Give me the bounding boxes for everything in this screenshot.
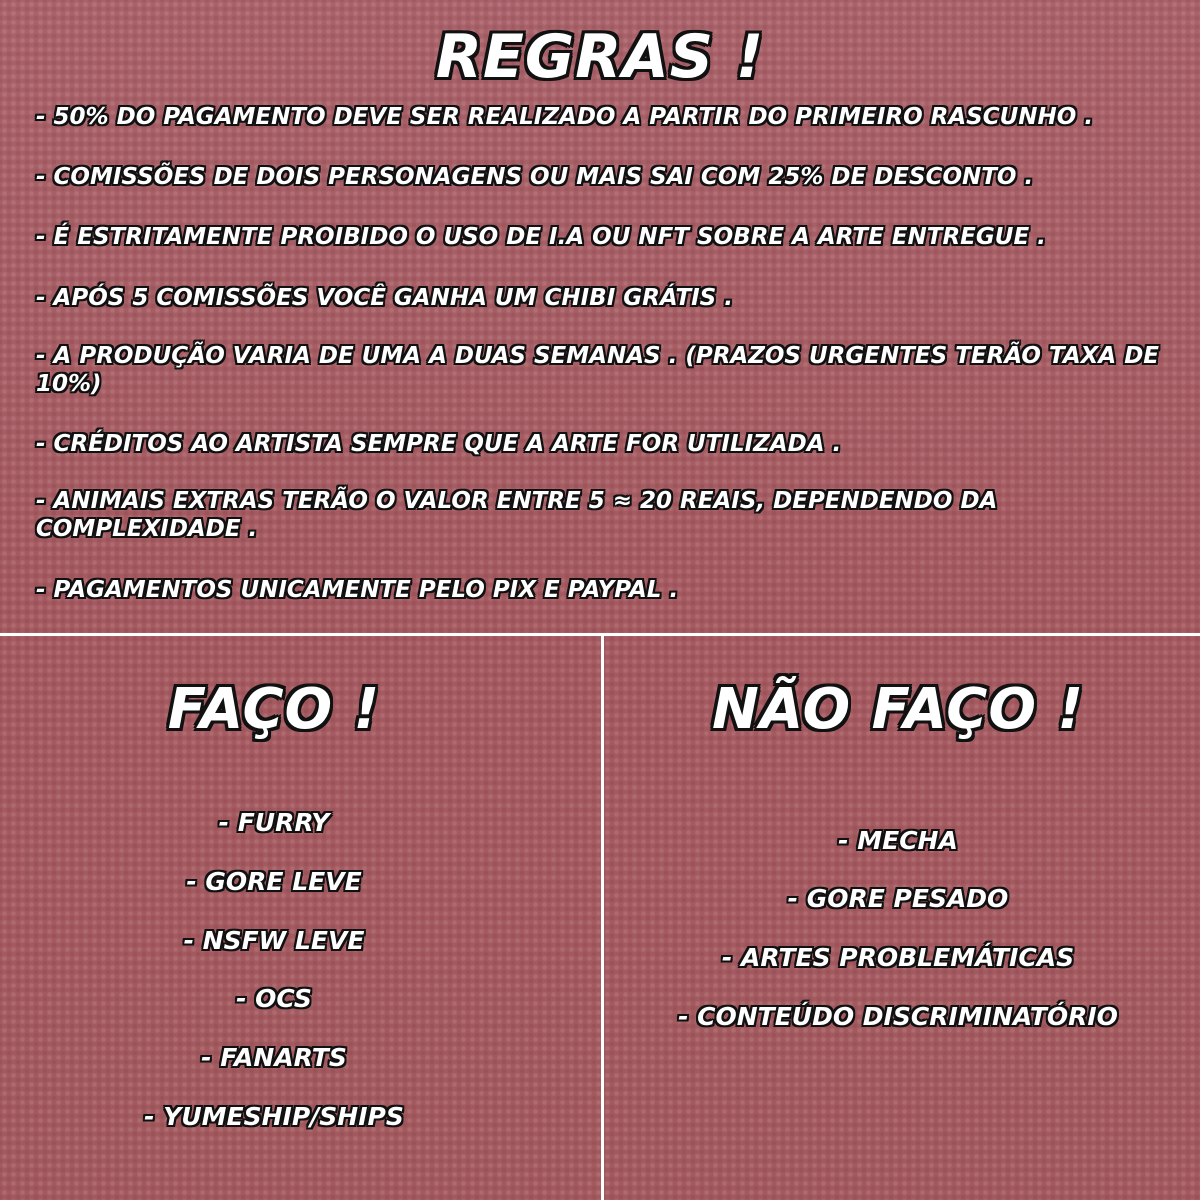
do-item: - FANARTS [201, 1043, 347, 1072]
dont-item: - GORE PESADO [787, 884, 1009, 913]
dont-item: - MECHA [838, 826, 958, 855]
do-item: - FURRY [218, 808, 330, 837]
rule-item: - CRÉDITOS AO ARTISTA SEMPRE QUE A ARTE FOR UTILIZADA . [36, 431, 842, 457]
rule-item: - A PRODUÇÃO VARIA DE UMA A DUAS SEMANAS . (PRAZOS URGENTES TERÃO TAXA DE 10%) [36, 343, 1160, 397]
rule-item: - COMISSÕES DE DOIS PERSONAGENS OU MAIS SAI COM 25% DE DESCONTO . [36, 164, 1034, 190]
dont-item: - CONTEÚDO DISCRIMINATÓRIO [678, 1002, 1118, 1031]
do-item: - NSFW LEVE [183, 926, 365, 955]
rule-item: - PAGAMENTOS UNICAMENTE PELO PIX E PAYPAL . [36, 577, 679, 603]
rule-item: - APÓS 5 COMISSÕES VOCÊ GANHA UM CHIBI GRÁTIS . [36, 285, 733, 311]
do-item: - YUMESHIP/SHIPS [144, 1102, 404, 1131]
dont-item: - ARTES PROBLEMÁTICAS [721, 943, 1075, 972]
dont-title: NÃO FAÇO ! [712, 677, 1084, 742]
page-title: REGRAS ! [435, 22, 765, 92]
do-item: - GORE LEVE [186, 867, 362, 896]
do-title: FAÇO ! [167, 677, 381, 742]
do-item: - OCS [236, 984, 312, 1013]
horizontal-divider [0, 633, 1200, 636]
rule-item: - 50% DO PAGAMENTO DEVE SER REALIZADO A PARTIR DO PRIMEIRO RASCUNHO . [36, 104, 1094, 130]
rule-item: - ANIMAIS EXTRAS TERÃO O VALOR ENTRE 5 ≈ 20 REAIS, DEPENDENDO DA COMPLEXIDADE . [36, 488, 998, 542]
rule-item: - É ESTRITAMENTE PROIBIDO O USO DE I.A OU NFT SOBRE A ARTE ENTREGUE . [36, 224, 1046, 250]
